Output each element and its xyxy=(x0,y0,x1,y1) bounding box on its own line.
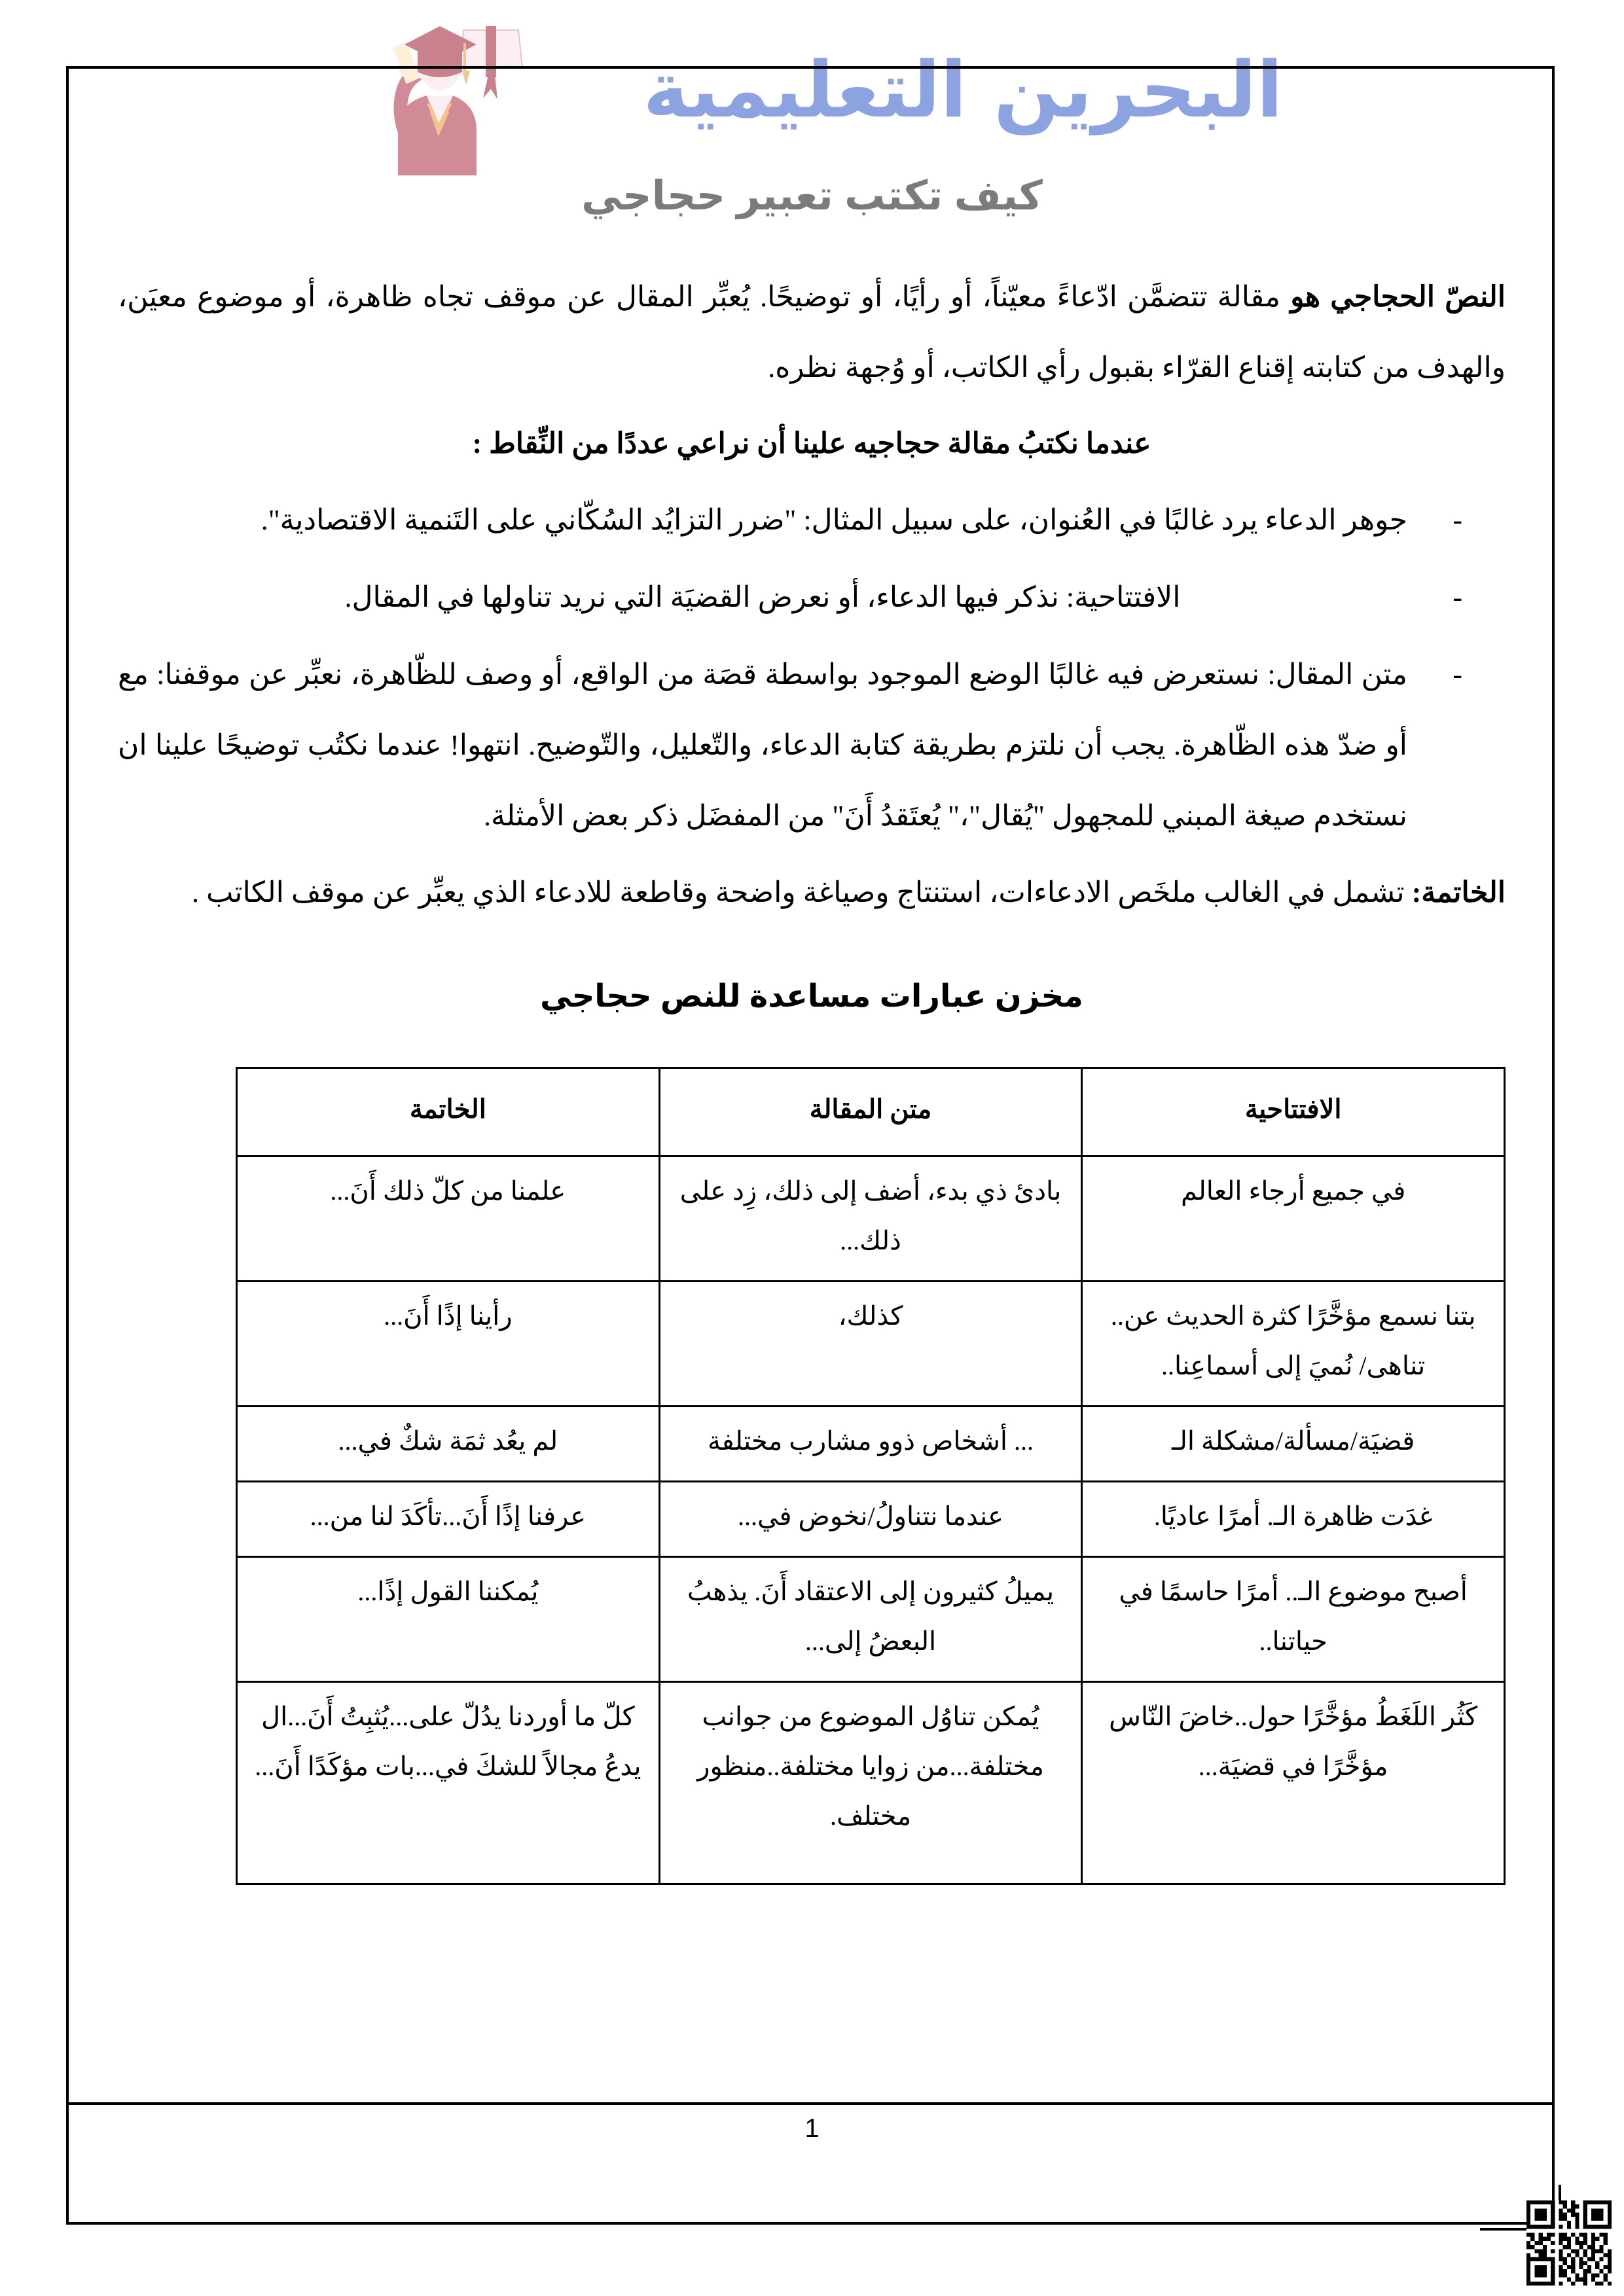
table-row xyxy=(237,1481,1505,1556)
bullet-dash-icon: - xyxy=(1453,658,1462,691)
cell-closing: عرفنا إذًا أَنَ...تأكَدَ لنا من... xyxy=(237,1481,660,1556)
bullet-dash-icon: - xyxy=(1453,504,1462,537)
list-item-text: متن المقال: نستعرض فيه غالبًا الوضع الموجود بواسطة قصَة من الواقع، أو وصف للظّاهرة، نعبِّر عن موقفنا: مع أو ضدّ هذه الظّاهرة. يجب أن نلتزم بطريقة كتابة الدعاء، والتّعليل، والتّوضيح. انتهوا! عندما نكتُب توضيحًا علينا ان نستخدم صيغة المبني للمجهول "يُقال"،" يُعتَقدُ أَنَ" من المفضَل ذكر بعض الأمثلة. xyxy=(118,658,1407,832)
column-header-body: متن المقالة xyxy=(659,1067,1082,1156)
cell-body: عندما نتناولُ/نخوض في... xyxy=(659,1481,1082,1556)
closing-text: تشمل في الغالب ملخَص الادعاءات، استنتاج وصياغة واضحة وقاطعة للادعاء الذي يعبِّر عن موقف الكاتب . xyxy=(192,876,1412,909)
intro-paragraph xyxy=(118,262,1506,403)
table-row xyxy=(237,1281,1505,1406)
cell-closing: رأينا إذًا أَنَ... xyxy=(237,1281,660,1406)
list-item-text: جوهر الدعاء يرد غالبًا في العُنوان، على سبيل المثال: "ضرر التزايُد السُكّاني على التَنمية الاقتصادية". xyxy=(261,504,1407,537)
qr-code-icon xyxy=(1526,2200,1612,2286)
cell-body: يُمكن تناوُل الموضوع من جوانب مختلفة...من زوايا مختلفة..منظور مختلف. xyxy=(659,1681,1082,1884)
cell-opening: أصبح موضوع الـ.. أمرًا حاسمًا في حياتنا.. xyxy=(1082,1556,1505,1681)
table-row xyxy=(237,1406,1505,1481)
watermark-brand-text: البحرين التعليمية xyxy=(643,45,1283,135)
table-header-row xyxy=(237,1067,1505,1156)
cell-opening: في جميع أرجاء العالم xyxy=(1082,1156,1505,1281)
phrase-table xyxy=(236,1067,1506,1885)
page-title: كيف تكتب تعبير حجاجي xyxy=(581,173,1043,219)
table-head xyxy=(237,1067,1505,1156)
closing-paragraph xyxy=(118,857,1506,928)
points-intro: عندما نكتبُ مقالة حجاجيه علينا أن نراعي عددًا من النِّقاط : xyxy=(472,427,1151,459)
table-body xyxy=(237,1156,1505,1884)
list-item xyxy=(118,639,1506,851)
table-row xyxy=(237,1156,1505,1281)
closing-label: الخاتمة: xyxy=(1411,876,1506,909)
document-body xyxy=(118,262,1506,1885)
guideline-list xyxy=(118,485,1506,851)
list-item-text: الافتتاحية: نذكر فيها الدعاء، أو نعرض القضيَة التي نريد تناولها في المقال. xyxy=(344,581,1181,614)
list-item xyxy=(118,562,1506,633)
cell-opening: بتنا نسمع مؤخَّرًا كثرة الحديث عن.. تناهى/ نُميَ إلى أسماعِنا.. xyxy=(1082,1281,1505,1406)
page-number: 1 xyxy=(804,2114,820,2143)
phrase-store-heading: مخزن عبارات مساعدة للنص حجاجي xyxy=(540,979,1083,1014)
column-header-closing: الخاتمة xyxy=(237,1067,660,1156)
cell-body: كذلك، xyxy=(659,1281,1082,1406)
intro-lead-rest: مقالة تتضمَّن ادّعاءً معيّناً، أو رأيًا، أو توضيحًا. يُعبِّر المقال عن موقف تجاه ظاهرة، أو موضوع معيَن، والهدف من كتابته إقناع القرّاء بقبول رأي الكاتب، أو وُجهة نظره. xyxy=(118,281,1506,384)
crop-mark-vertical xyxy=(1559,2185,1561,2202)
cell-opening: كَثُر اللَغَطُ مؤخَّرًا حول..خاضَ النّاس مؤخَّرًا في قضيَة... xyxy=(1082,1681,1505,1884)
table-row xyxy=(237,1556,1505,1681)
cell-opening: قضيَة/مسألة/مشكلة الـ xyxy=(1082,1406,1505,1481)
crop-mark-horizontal xyxy=(1480,2228,1527,2231)
bullet-dash-icon: - xyxy=(1453,581,1462,614)
cell-closing: كلّ ما أوردنا يدُلّ على...يُثبِتُ أَنَ...ال يدعُ مجالاً للشكَ في...بات مؤكَدًا أَنَ... xyxy=(237,1681,660,1884)
intro-lead-bold: النصّ الحجاجي هو xyxy=(1290,281,1506,313)
cell-closing: يُمكننا القول إذًا... xyxy=(237,1556,660,1681)
cell-opening: غدَت ظاهرة الـ. أمرًا عاديًا. xyxy=(1082,1481,1505,1556)
cell-body: يميلُ كثيرون إلى الاعتقاد أَنَ. يذهبُ البعضُ إلى... xyxy=(659,1556,1082,1681)
table-row xyxy=(237,1681,1505,1884)
cell-body: بادئ ذي بدء، أضف إلى ذلك، زِد على ذلك... xyxy=(659,1156,1082,1281)
list-item xyxy=(118,485,1506,556)
footer-divider xyxy=(69,2102,1552,2105)
column-header-opening: الافتتاحية xyxy=(1082,1067,1505,1156)
cell-closing: علمنا من كلّ ذلك أَنَ... xyxy=(237,1156,660,1281)
cell-body: ... أشخاص ذوو مشارب مختلفة xyxy=(659,1406,1082,1481)
cell-closing: لم يعُد ثمَة شكٌ في... xyxy=(237,1406,660,1481)
